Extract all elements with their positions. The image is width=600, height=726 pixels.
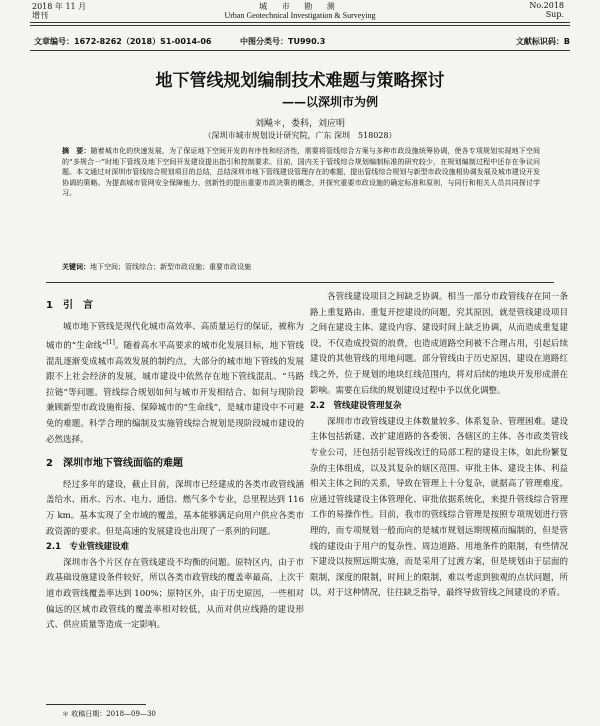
clc-number: 中图分类号：TU990.3 bbox=[240, 37, 326, 46]
header-rule bbox=[30, 22, 570, 23]
section-2-2-heading: 2.2 管线建设管理复杂 bbox=[310, 401, 402, 412]
keywords bbox=[62, 262, 540, 272]
paper-title: 地下管线规划编制技术难题与策略探讨 bbox=[155, 71, 445, 91]
issue-sup: Sup. bbox=[545, 10, 564, 19]
section-2-1-heading: 2.1 专业管线建设难 bbox=[46, 542, 130, 553]
document-code: 文献标识码：B bbox=[515, 37, 570, 46]
article-meta bbox=[34, 36, 570, 48]
section-2-2-paragraph: 深圳市市政管线建设主体数量较多、体系复杂、管理困难。建设主体包括新建、改扩建道路的各委领、各辖区的主体、各市政类管线专业公司，还包括引起管线改迁的局部工程的建设主体，如此纷繁复杂的主体组成，以及其复杂的辖区范围、审批主体、建设主体、利益相关主体之间的关系，导致在管理上十分复杂，就据高了管理难度。应通过管线建设主体管理化、审批依据系统化，来提升管线综合管理工作的易操作性。目前，我市的管线综合管理是按照专项规划进行管理的，而专项规划一般而向的是城市规划远期规模而编制的，但是管线的建设由于用户的复杂性、周边道路、用地条件的限制，有些情况下建设以按照远期实施，而是采用了过渡方案，但是规划由于层面的限制，深度的限制，时间上的限制，难以考虑到独观的点状问题，所以，对于这种情况，往往缺乏指导，最终导致管线之间建设的矛盾。 bbox=[310, 416, 568, 599]
section-2-heading: 2 深圳市地下管线面临的难题 bbox=[46, 458, 183, 470]
header-rule-thin bbox=[30, 25, 570, 26]
journal-name-cn: 城 市 勘 测 bbox=[259, 2, 341, 11]
meta-rule bbox=[30, 50, 570, 51]
issue-date: 2018 年 11 月 bbox=[32, 2, 87, 11]
citation-1: [1] bbox=[106, 339, 115, 347]
section-2-paragraph: 经过多年的建设，截止目前，深圳市已经建成的各类市政管线涵盖给水、雨水、污水、电力、通信、燃气多个专业，总里程达到 116 万 km。基本实现了全市域的覆盖，基本能够满足向用户供应各类市政资源的要求。但是高速的发展建设也出现了一系列的问题。 bbox=[46, 479, 304, 537]
footnote: ＊ 收稿日期：2018—09—30 bbox=[62, 710, 156, 718]
page-header bbox=[0, 0, 600, 24]
article-number: 文章编号：1672-8262（2018）S1-0014-06 bbox=[34, 37, 212, 46]
issue-supplement: 增刊 bbox=[32, 11, 48, 20]
subtitle-text: ——以深圳市为例 bbox=[281, 95, 378, 109]
section-2-1-paragraph: 深圳市各个片区存在管线建设不均衡的问题。原特区内，由于市政基础设施建设条件较好，所以各类市政管线的覆盖率最高，上次干道市政管线覆盖率达到 100%；原特区外，由于历史原因，一些相对偏远的区域市政管线的覆盖率相对较低，从而对供应线路的建设形式、供应质量等造成一定影响。 bbox=[46, 557, 304, 631]
affiliation: （深圳市城市规划设计研究院，广东 深圳 518028） bbox=[203, 131, 397, 140]
issue-number: No.2018 bbox=[529, 1, 564, 10]
abstract bbox=[62, 146, 540, 199]
section-2-1-paragraph-2: 各管线建设项目之间缺乏协调。相当一部分市政管线存在同一条路上重复路由、重复开挖建设的问题，究其原因，就是管线建设项目之间在建设主体、建设内容、建设时间上缺乏协调，从而造成重复建设，不仅造成投资的浪费，也造成道路空间被不合理占用，引起后续建设的其他管线的用地问题。部分管线由于历史原因，建设在道路红线之外，位于规划的地块红线范围内，将对后续的地块开发形成潜在影响。需要在后续的规划建设过程中予以优化调整。 bbox=[310, 292, 568, 396]
s1-text-b: 。随着高水平高要求的城市化发展目标，地下管线混乱逐渐变成城市高效发展的制约点，大部分的城市地下管线的发展跟不上社会经济的发展，城市建设中依然存在地下管线混乱、“马路拉链”等问题。管线综合规划如何与城市开发相结合、如何与现阶段兼顾新型市政设施衔接、保障城市的“生命线”，是城市建设中不可避免的难题。科学合理的编制及实施管线综合规划是现阶段城市建设的必然选择。 bbox=[46, 341, 304, 445]
abstract-text: 随着城市化的快速发展，为了保证地下空间开发的有序性和经济性，需要将管线综合方案与多种市政设施统筹协调，使各专项规划实现地下空间的“多规合一”时地下管线及地下空间开发建设提出指引和控制要求。目前，国内关于管线综合规划编制标准的研究较少，在规划编制过程中还存在争议问题。本文通过对深圳市管线综合规划项目的总结，总结深圳市地下管线建设管理存在的难题，提出管线综合规划与新型市政设施相协调发展及城市建设开发协调的策略。为提高城市管网安全保障能力、创新性的提出重要市政决策的概念，并探究重要市政设施的确定标准和原则，与同行和相关人员共同探讨学习。 bbox=[62, 147, 540, 198]
paper-subtitle bbox=[0, 93, 600, 110]
abstract-rule bbox=[46, 282, 554, 283]
abstract-label: 摘 要： bbox=[62, 147, 91, 155]
footnote-rule bbox=[46, 704, 146, 705]
section-1-heading: 1 引 言 bbox=[46, 300, 93, 311]
s1-text-a: 城市地下管线是现代化城市高效率、高质量运行的保证，被称为城市的“生命线” bbox=[46, 321, 304, 352]
left-column bbox=[46, 290, 304, 634]
section-1-paragraph bbox=[46, 320, 304, 449]
keywords-label: 关键词： bbox=[62, 263, 90, 271]
keywords-text: 地下空间；管线综合；新型市政设施；重要市政设施 bbox=[90, 263, 251, 271]
authors: 刘飚＊，娄科，刘应明 bbox=[254, 119, 345, 129]
right-column bbox=[310, 290, 568, 602]
journal-name-en: Urban Geotechnical Investigation & Surveying bbox=[224, 11, 376, 20]
